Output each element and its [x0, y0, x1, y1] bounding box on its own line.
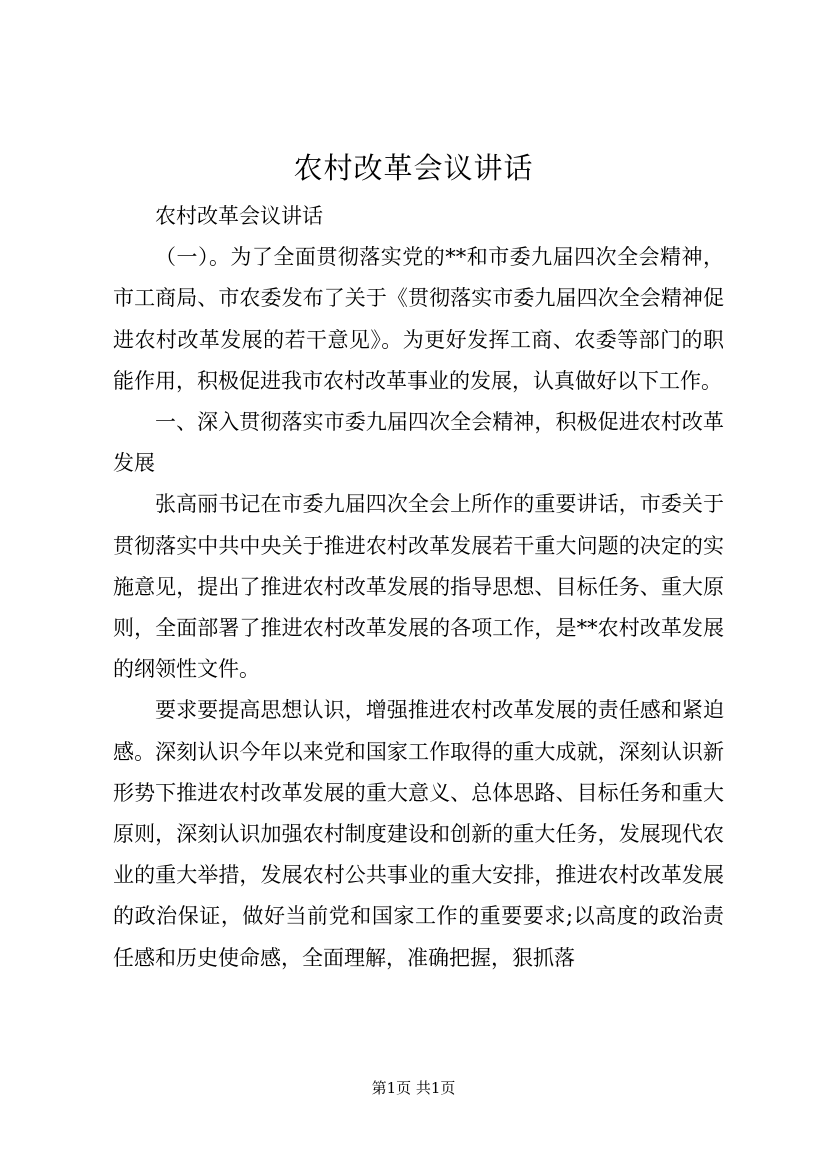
- paragraph-section-heading: 一、深入贯彻落实市委九届四次全会精神，积极促进农村改革发展: [113, 410, 724, 476]
- document-title: 农村改革会议讲话: [293, 151, 534, 185]
- page-footer: 第1页 共1页: [371, 1079, 456, 1097]
- document-body: [113, 196, 724, 979]
- paragraph-subtitle: 农村改革会议讲话: [155, 204, 323, 228]
- paragraph-requirements: 要求要提高思想认识，增强推进农村改革发展的责任感和紧迫感。深刻认识今年以来党和国家工作取得的重大成就，深刻认识新形势下推进农村改革发展的重大意义、总体思路、目标任务和重大原则，深刻认识加强农村制度建设和创新的重大任务，发展现代农业的重大举措，发展农村公共事业的重大安排，推进农村改革发展的政治保证，做好当前党和国家工作的重要要求;以高度的政治责任感和历史使命感，全面理解，准确把握，狠抓落: [113, 698, 724, 970]
- paragraph-intro: （一）。为了全面贯彻落实党的**和市委九届四次全会精神，市工商局、市农委发布了关于《贯彻落实市委九届四次全会精神促进农村改革发展的若干意见》。为更好发挥工商、农委等部门的职能作用，积极促进我市农村改革事业的发展，认真做好以下工作。: [113, 245, 724, 393]
- paragraph-speech-summary: 张高丽书记在市委九届四次全会上所作的重要讲话，市委关于贯彻落实中共中央关于推进农村改革发展若干重大问题的决定的实施意见，提出了推进农村改革发展的指导思想、目标任务、重大原则，全面部署了推进农村改革发展的各项工作，是**农村改革发展的纲领性文件。: [113, 492, 724, 682]
